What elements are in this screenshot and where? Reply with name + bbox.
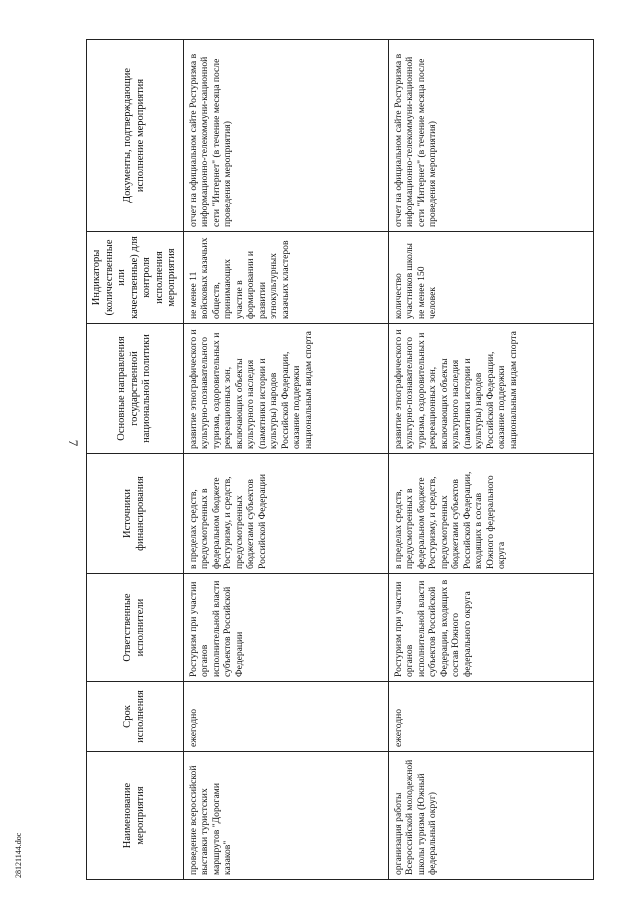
cell-indicators: не менее 11 войсковых казачьих обществ, принимающих участие в формировании и развитии этнокультурных казачьих кластеров bbox=[183, 232, 388, 324]
cell-policy-directions: развитие этнографического и культурно-познавательного туризма, оздоровительных и рекреационных зон, включающих объекты культурного наследия (памятники истории и культуры) народов Российской Федерации, оказание поддержки национальным видам спорта bbox=[388, 324, 593, 454]
header-funding: Источники финансирования bbox=[87, 454, 184, 574]
events-table bbox=[86, 39, 594, 880]
page-number: 7 bbox=[66, 439, 81, 447]
header-event-name: Наименование мероприятия bbox=[87, 752, 184, 880]
cell-policy-directions: развитие этнографического и культурно-познавательного туризма, оздоровительных и рекреационных зон, включающих объекты культурного наследия (памятники истории и культуры) народов Российской Федерации, оказание поддержки национальным видам спорта bbox=[183, 324, 388, 454]
cell-responsible: Ростуризм при участии органов исполнительной власти субъектов Российской Федерации, входящих в состав Южного федерального округа bbox=[388, 574, 593, 682]
cell-event-name: проведение всероссийской выставки туристских маршрутов "Дорогами казаков" bbox=[183, 752, 388, 880]
header-documents: Документы, подтверждающие исполнение мероприятия bbox=[87, 40, 184, 232]
cell-documents: отчет на официальном сайте Ростуризма в информационно-телекоммуни-кационной сети "Интернет" (в течение месяца после проведения мероприятия) bbox=[183, 40, 388, 232]
cell-deadline: ежегодно bbox=[183, 682, 388, 752]
table-row bbox=[388, 40, 593, 880]
cell-documents: отчет на официальном сайте Ростуризма в информационно-телекоммуни-кационной сети "Интернет" (в течение месяца после проведения мероприятия) bbox=[388, 40, 593, 232]
cell-event-name: организация работы Всероссийской молодежной школы туризма (Южный федеральный округ) bbox=[388, 752, 593, 880]
footer-file-code: 28121144.doc bbox=[14, 832, 23, 878]
cell-funding: в пределах средств, предусмотренных в федеральном бюджете Ростуризму, и средств, предусмотренных бюджетами субъектов Российской Федерации bbox=[183, 454, 388, 574]
cell-deadline: ежегодно bbox=[388, 682, 593, 752]
table-row bbox=[183, 40, 388, 880]
cell-responsible: Ростуризм при участии органов исполнительной власти субъектов Российской Федерации bbox=[183, 574, 388, 682]
header-responsible: Ответственные исполнители bbox=[87, 574, 184, 682]
rotated-table-container bbox=[86, 40, 616, 880]
header-deadline: Срок исполнения bbox=[87, 682, 184, 752]
header-policy-directions: Основные направления государственной национальной политики bbox=[87, 324, 184, 454]
header-indicators: Индикаторы (количественные или качественные) для контроля исполнения мероприятия bbox=[87, 232, 184, 324]
table-header-row bbox=[87, 40, 184, 880]
cell-funding: в пределах средств, предусмотренных в федеральном бюджете Ростуризму, и средств, предусмотренных бюджетами субъектов Российской Федерации, входящих в состав Южного федерального округа bbox=[388, 454, 593, 574]
cell-indicators: количество участников школы не менее 150 человек bbox=[388, 232, 593, 324]
